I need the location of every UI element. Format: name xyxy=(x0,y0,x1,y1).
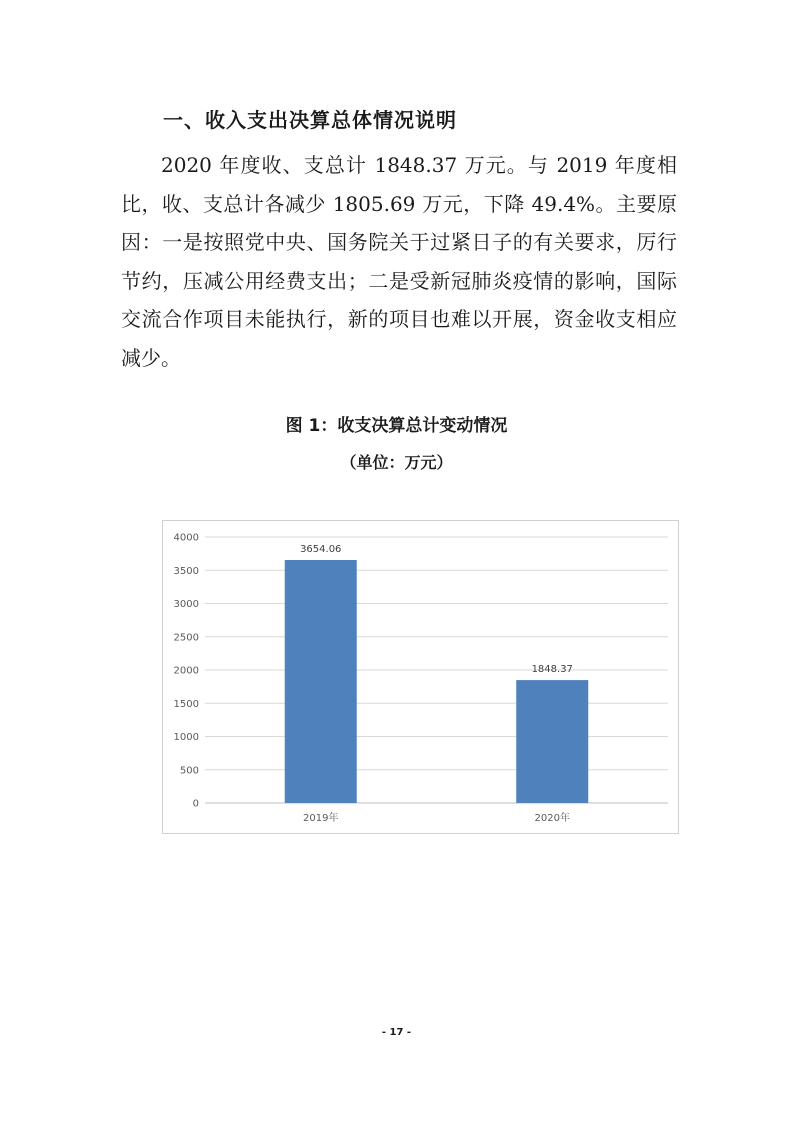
bar-chart xyxy=(162,520,679,834)
y-tick-label: 3500 xyxy=(173,565,199,577)
bar-2020年 xyxy=(516,680,588,803)
y-tick-label: 1000 xyxy=(173,732,199,743)
y-tick-label: 1500 xyxy=(173,698,199,710)
figure-title: 图 1：收支决算总计变动情况 xyxy=(285,416,508,436)
y-tick-label: 2000 xyxy=(173,665,199,677)
body-paragraph: 2020 年度收、支总计 1848.37 万元。与 2019 年度相比，收、支总计各减少 1805.69 万元，下降 49.4%。主要原因：一是按照党中央、国务院关于过紧日子的有关要求，厉行节约，压减公用经费支出；二是受新冠肺炎疫情的影响，国际交流合作项目未能执行，新的项目也难以开展，资金收支相应减少。 xyxy=(121,153,677,370)
data-label: 3654.06 xyxy=(300,544,342,556)
page-number: - 17 - xyxy=(381,1027,412,1038)
y-tick-label: 2500 xyxy=(173,632,199,644)
y-tick-label: 0 xyxy=(192,798,199,810)
y-tick-label: 500 xyxy=(179,765,199,777)
y-tick-label: 3000 xyxy=(173,599,199,610)
figure-unit: （单位：万元） xyxy=(340,453,453,472)
x-category-label: 2020年 xyxy=(534,813,570,824)
x-category-label: 2019年 xyxy=(303,813,339,824)
bar-2019年 xyxy=(285,560,357,803)
bar-chart-svg xyxy=(163,521,680,835)
y-tick-label: 4000 xyxy=(173,532,199,544)
section-heading: 一、收入支出决算总体情况说明 xyxy=(163,108,457,132)
data-label: 1848.37 xyxy=(531,664,573,676)
